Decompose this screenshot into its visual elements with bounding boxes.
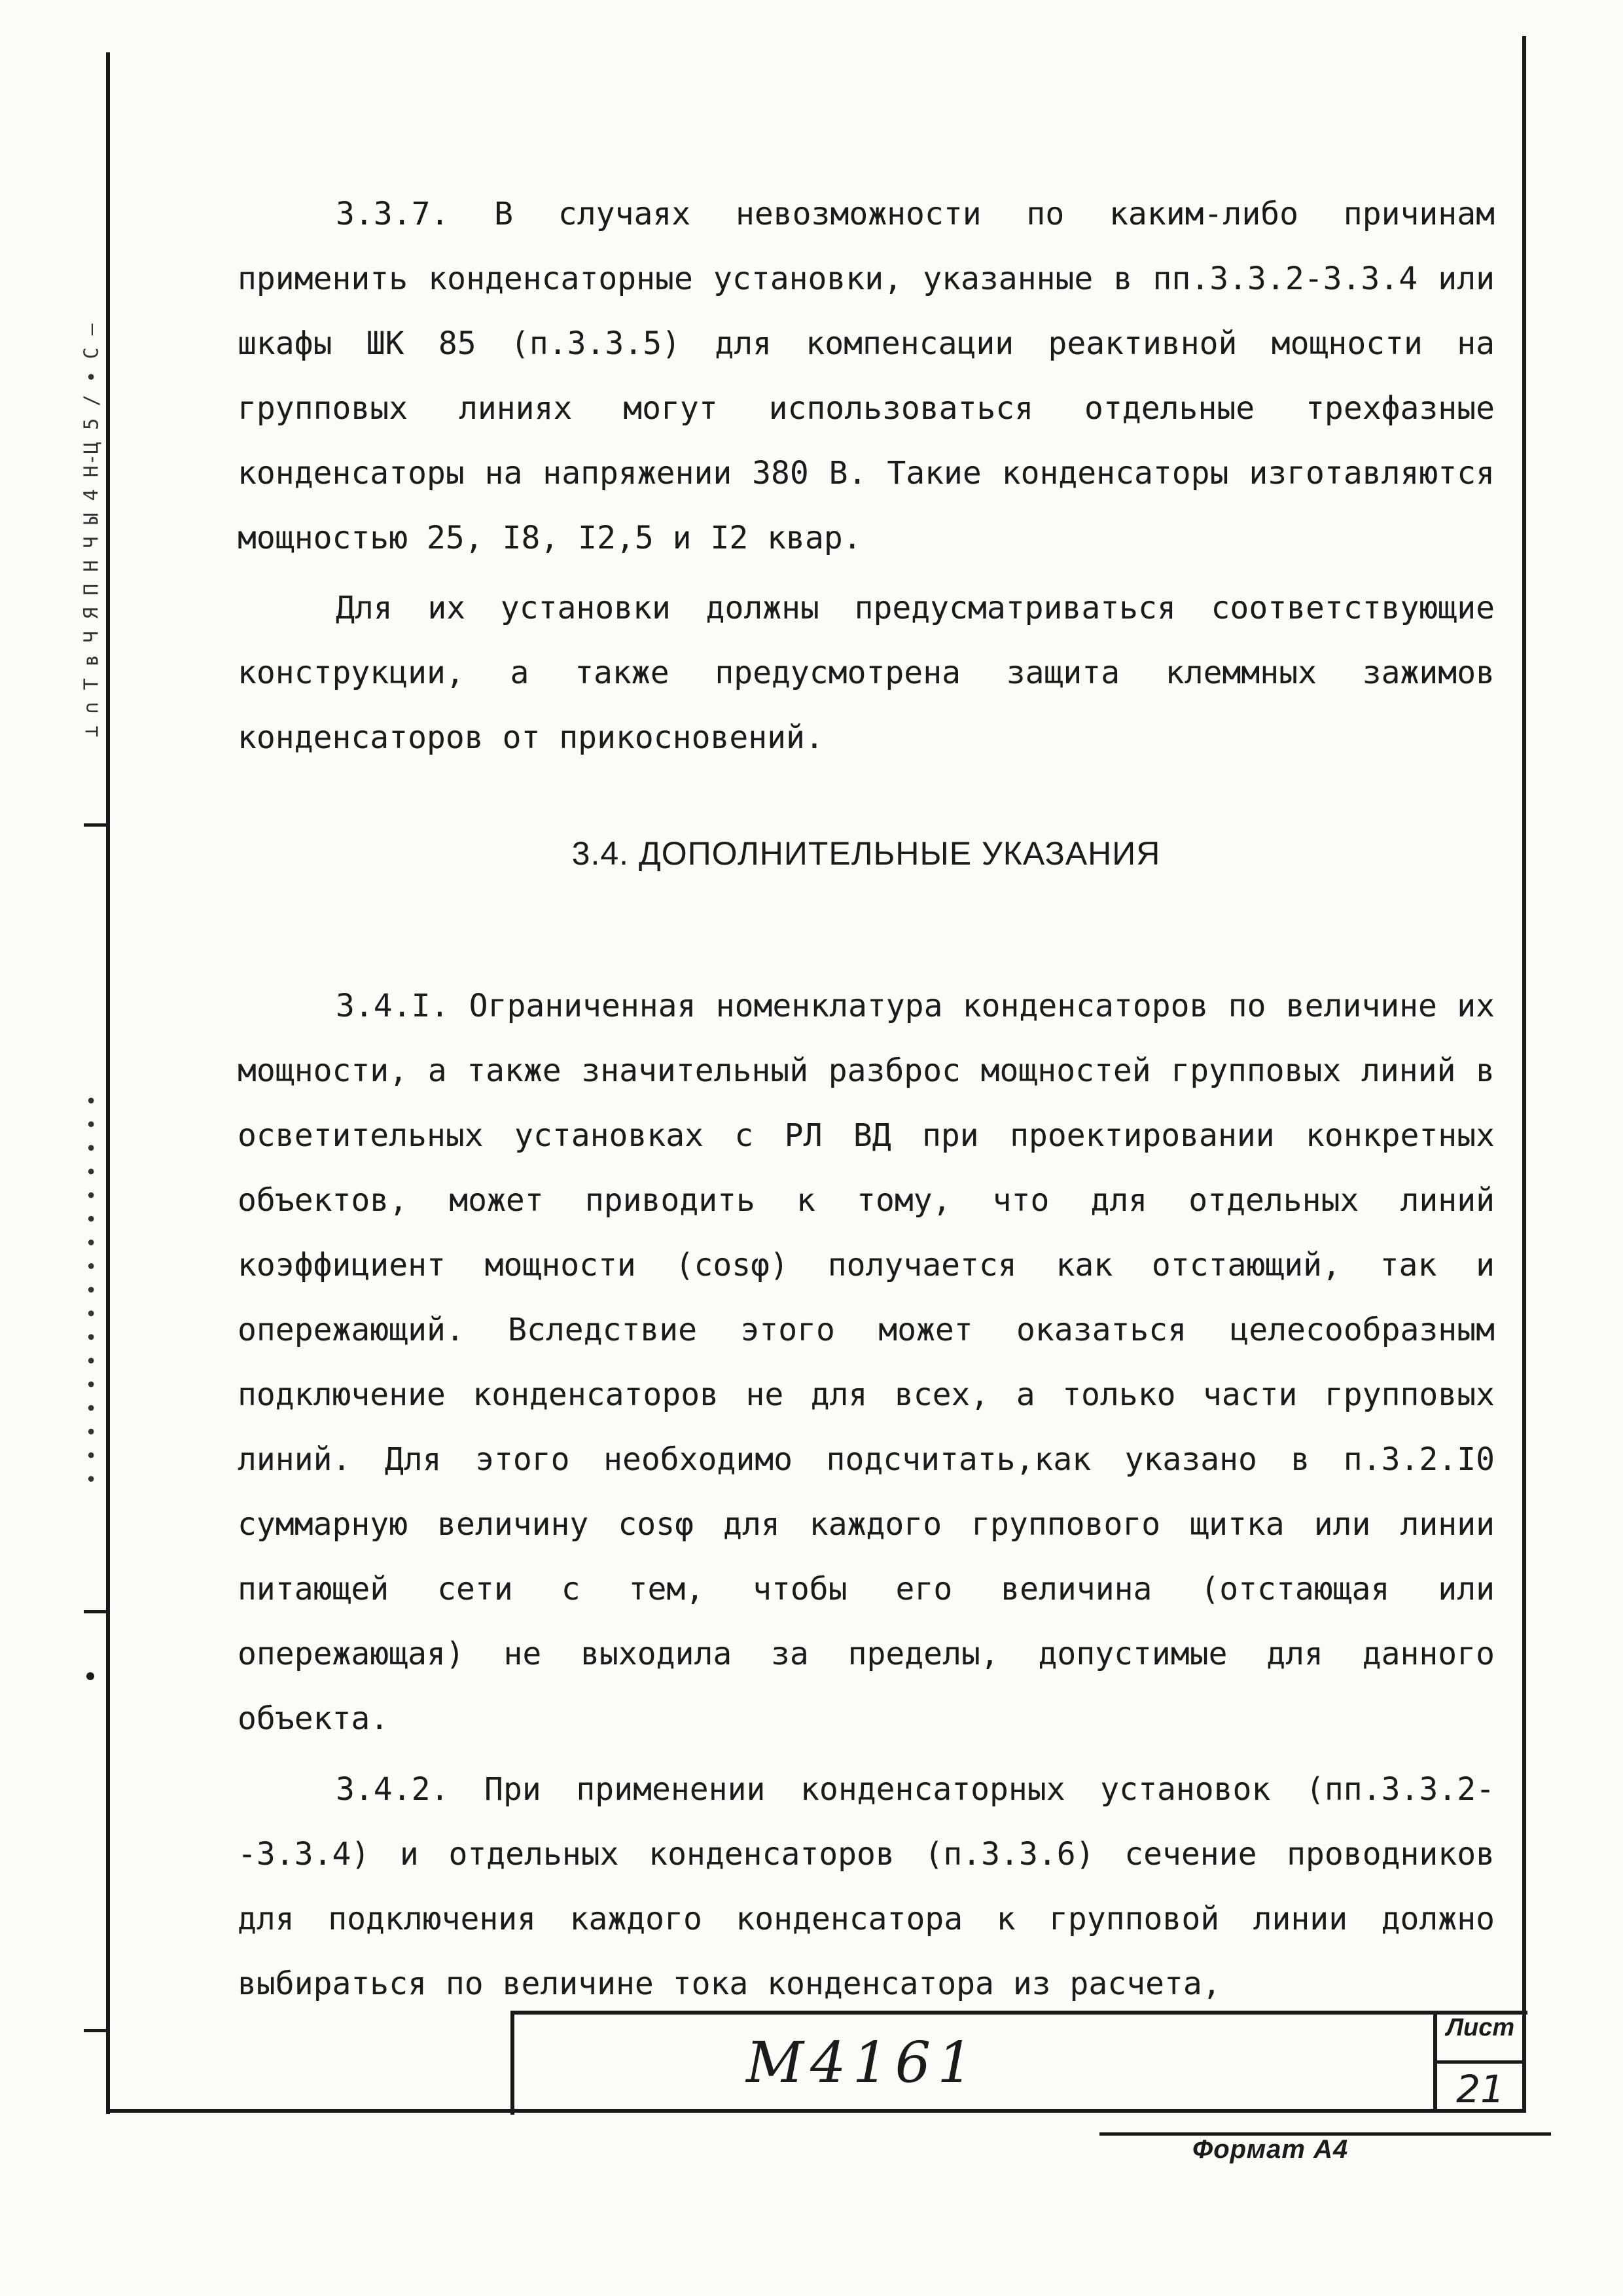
- paragraph-3-4-1: [238, 974, 1495, 1751]
- paragraph-text: 3.4.2. При применении конденсаторных установок (пп.3.3.2--3.3.4) и отдельных конденсаторов (п.3.3.6) сечение проводников для подключения каждого конденсатора к групповой линии должно выбираться по величине тока конденсатора из расчета,: [238, 1771, 1495, 2002]
- format-label: Формат А4: [1192, 2135, 1349, 2164]
- title-block: [510, 2011, 1527, 2115]
- margin-note-top: [79, 209, 105, 851]
- margin-tick: [84, 2029, 110, 2032]
- margin-note-bottom: [79, 1008, 105, 1571]
- margin-note-top-text: ⊥ ∩ Т ʙ Ч Я П Н Ч Ы 4 Н-Ц 5 / ∙ С –: [80, 323, 103, 738]
- paragraph-3-4-2: [238, 1757, 1495, 2017]
- margin-dot: [86, 1672, 94, 1680]
- sheet-label: Лист: [1446, 2014, 1515, 2041]
- frame-left-border: [106, 52, 110, 2114]
- paragraph-text: 3.3.7. В случаях невозможности по каким-либо причинам применить конденсаторные установки, указанные в пп.3.3.2-3.3.4 или шкафы ШК 85 (п.3.3.5) для компенсации реактивной мощности на групповых линиях могут использоваться отдельные трехфазные конденсаторы на напряжении 380 В. Такие конденсаторы изготавляются мощностью 25, I8, I2,5 и I2 квар.: [238, 196, 1495, 556]
- paragraph-3-3-7-installation: [238, 576, 1495, 770]
- title-block-sheet-divider: [1433, 2060, 1524, 2064]
- margin-tick: [84, 823, 110, 827]
- paragraph-text: 3.4.I. Ограниченная номенклатура конденсаторов по величине их мощности, а также значительный разброс мощностей групповых линий в осветительных установках с РЛ ВД при проектировании конкретных объектов, может приводить к тому, что для отдельных линий коэффициент мощности (cosφ) получается как отстающий, так и опережающий. Вследствие этого может оказаться целесообразным подключение конденсаторов не для всех, а только части групповых линий. Для этого необходимо подсчитать,как указано в п.3.2.I0 суммарную величину cosφ для каждого группового щитка или линии питающей сети с тем, чтобы его величина (отстающая или опережающая) не выходила за пределы, допустимые для данного объекта.: [238, 988, 1495, 1737]
- document-code: М4161: [746, 2030, 980, 2096]
- paragraph-3-3-7: [238, 182, 1495, 571]
- sheet-number: 21: [1456, 2067, 1505, 2111]
- margin-note-bottom-text: ∙ ∙ ∙ ∙ ∙ ∙ ∙ ∙ ∙ ∙ ∙ ∙ ∙ ∙ ∙ ∙ ∙: [80, 1094, 103, 1485]
- section-heading: 3.4. ДОПОЛНИТЕЛЬНЫЕ УКАЗАНИЯ: [571, 835, 1161, 872]
- frame-right-border: [1522, 36, 1526, 2111]
- paragraph-text: Для их установки должны предусматриваться соответствующие конструкции, а также предусмотрена защита клеммных зажимов конденсаторов от прикосновений.: [238, 590, 1495, 756]
- margin-tick: [84, 1610, 110, 1613]
